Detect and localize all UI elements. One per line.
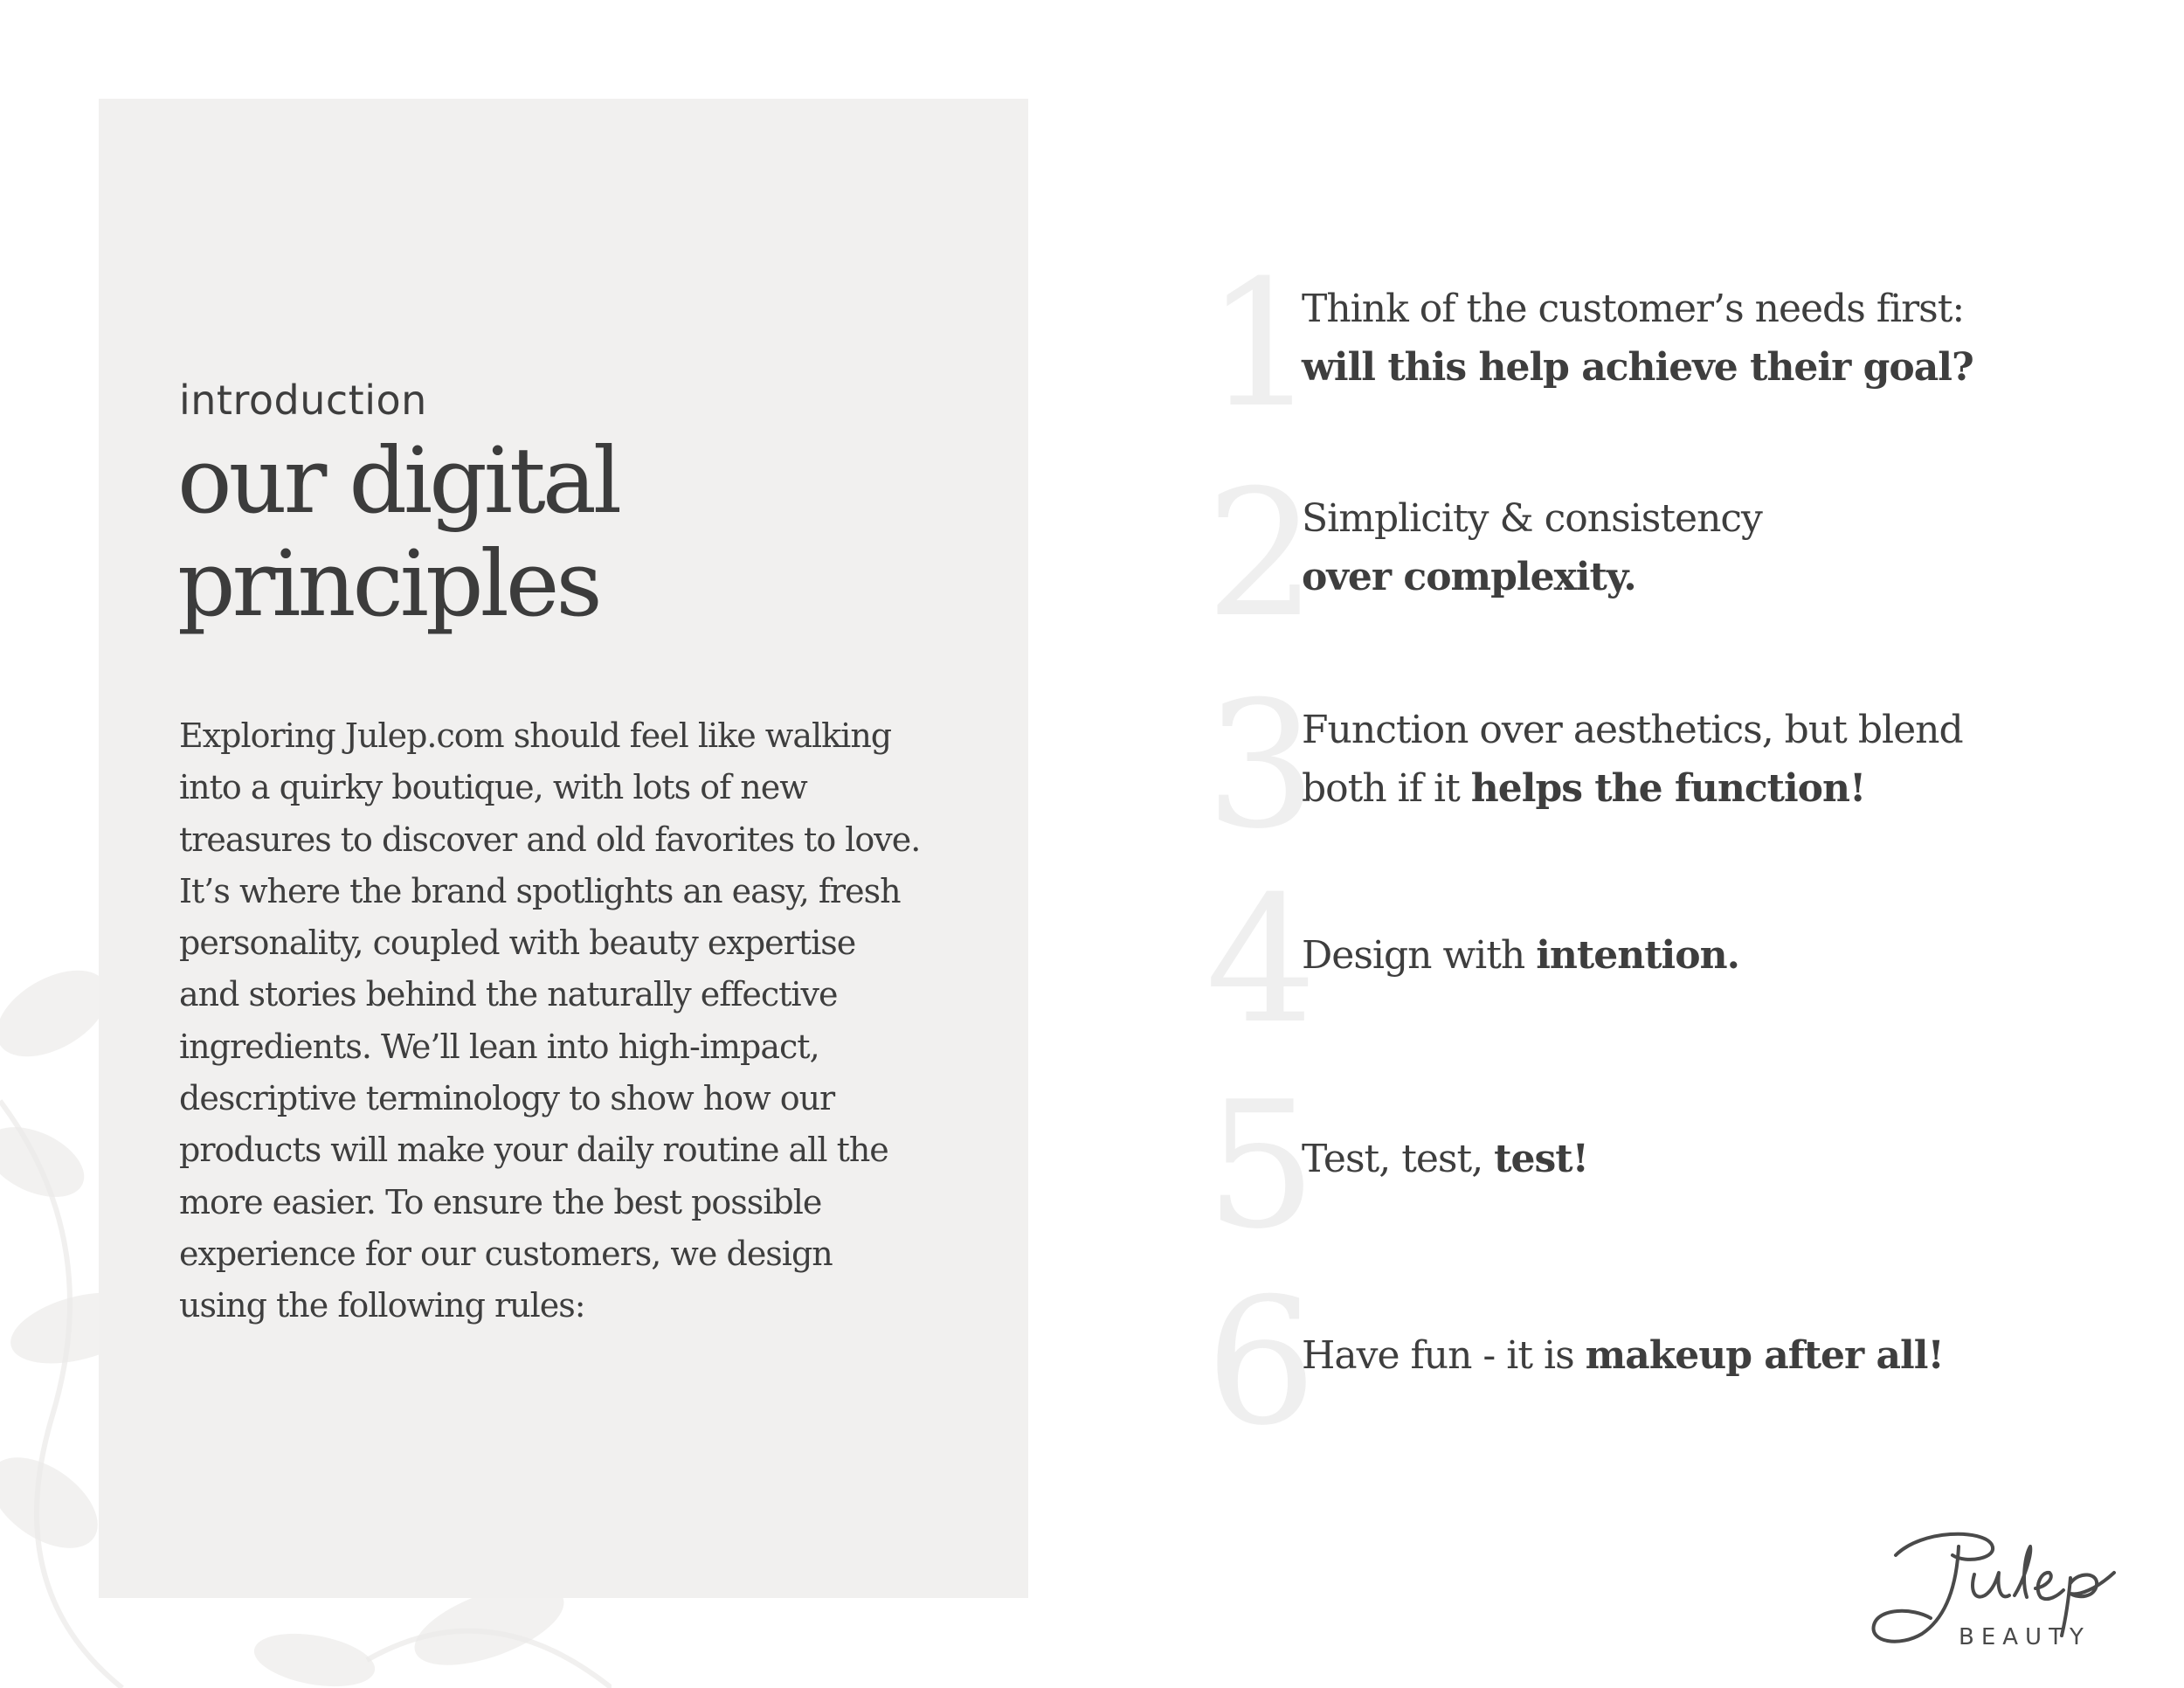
principle-line-2	[1302, 759, 2088, 818]
principle-text-plain: Function over aesthetics, but blend	[1302, 708, 1963, 752]
principle-text-plain: Think of the customer’s needs first:	[1302, 287, 1965, 331]
julep-beauty-logo	[1861, 1520, 2149, 1651]
principle-line-1	[1302, 280, 2088, 338]
principle-number: 4	[1206, 859, 1317, 1062]
principle-text-plain: Simplicity & consistency	[1302, 496, 1762, 541]
page-title-line-2: principles	[177, 530, 599, 637]
principle-text-plain: Test, test,	[1302, 1137, 1495, 1181]
page-title-line-1: our digital	[177, 427, 619, 534]
principle-number: 2	[1206, 453, 1317, 656]
principle-text-bold: intention.	[1536, 933, 1739, 978]
principle-line-2	[1302, 338, 2088, 397]
principle-text	[1302, 1130, 2088, 1188]
section-eyebrow: introduction	[179, 377, 427, 424]
principle-line-2	[1302, 548, 2088, 606]
logo-wordmark: BEAUTY	[1959, 1624, 2091, 1650]
principle-text-plain: Design with	[1302, 933, 1537, 978]
principle-text-bold: helps the function!	[1470, 766, 1866, 811]
principle-text-bold: over complexity.	[1302, 555, 1636, 599]
principle-number: 1	[1206, 243, 1317, 446]
principle-text	[1302, 701, 2088, 818]
principle-line-1	[1302, 489, 2088, 548]
page-title	[177, 429, 964, 635]
principle-number: 5	[1206, 1064, 1317, 1268]
intro-panel	[99, 99, 1028, 1598]
principle-line-1	[1302, 926, 2088, 985]
principle-text	[1302, 280, 2088, 397]
principle-number: 3	[1206, 664, 1317, 868]
principle-line-1	[1302, 1130, 2088, 1188]
principle-line-1	[1302, 701, 2088, 759]
principle-text	[1302, 489, 2088, 606]
principle-text-plain: both if it	[1302, 766, 1471, 811]
principle-number: 6	[1206, 1261, 1317, 1464]
principle-text-bold: test!	[1494, 1137, 1588, 1181]
principle-text	[1302, 926, 2088, 985]
principle-text-plain: Have fun - it is	[1302, 1333, 1586, 1378]
principle-line-1	[1302, 1326, 2088, 1385]
intro-paragraph: Exploring Julep.com should feel like walking into a quirky boutique, with lots of new treasures to discover and old favorites to love. It’s where the brand spotlights an easy, fresh personality, coupled with beauty expertise and stories behind the naturally effective ingredients. We’ll lean into high-impact, descriptive terminology to show how our products will make your daily routine all the more easier. To ensure the best possible experience for our customers, we design using the following rules:	[179, 716, 921, 1325]
principle-text-bold: makeup after all!	[1585, 1333, 1944, 1378]
principle-text-bold: will this help achieve their goal?	[1302, 345, 1973, 390]
principle-text	[1302, 1326, 2088, 1385]
